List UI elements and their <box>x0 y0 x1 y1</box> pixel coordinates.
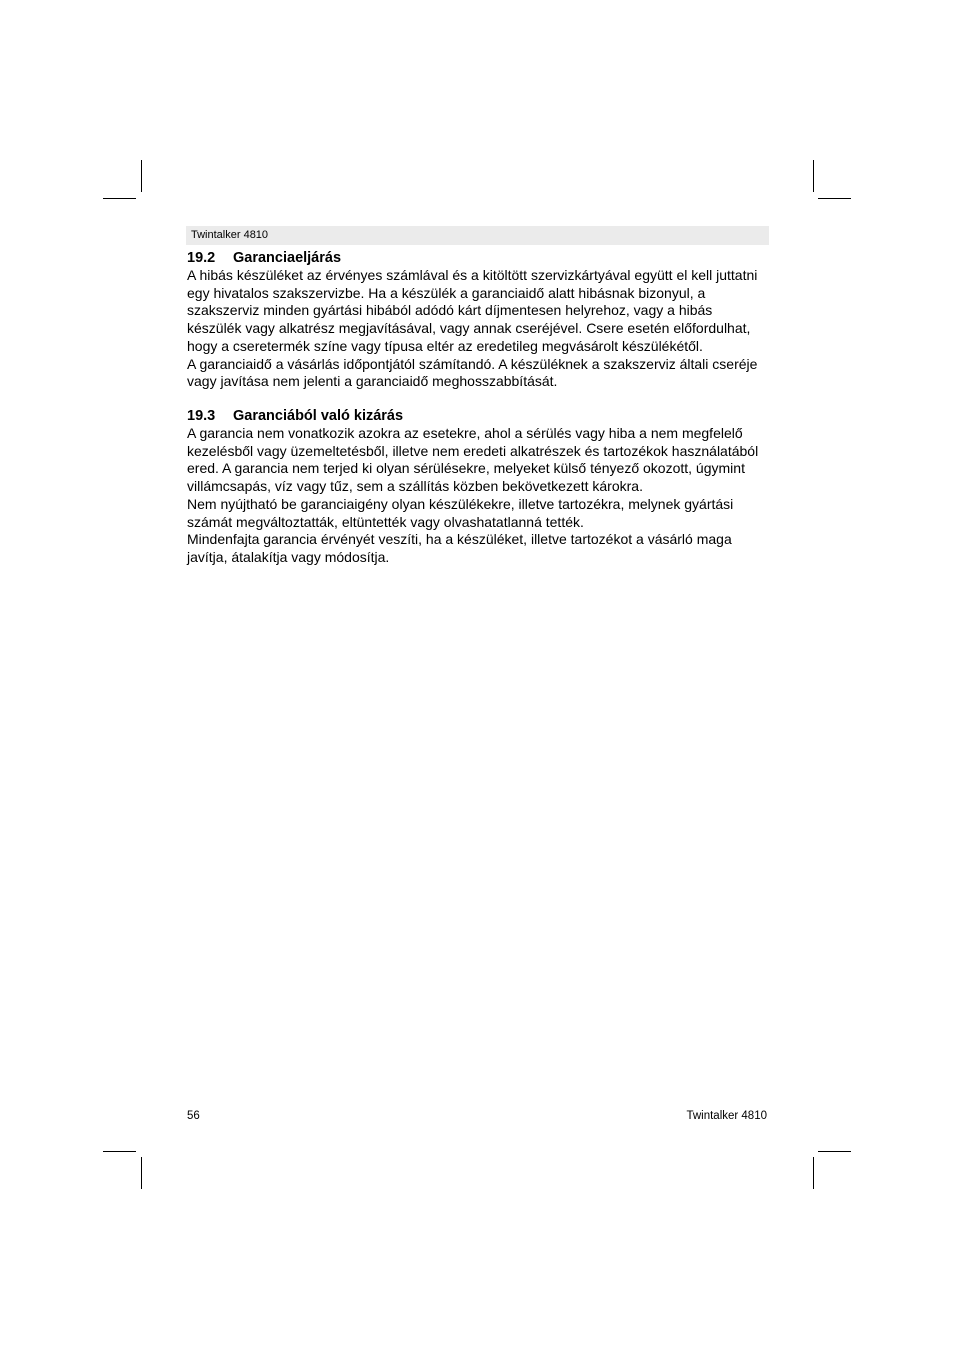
paragraph-line: A garancia nem vonatkozik azokra az esetekre, ahol a sérülés vagy hiba a nem megfelelő <box>187 425 743 441</box>
paragraph-line: javítja, átalakítja vagy módosítja. <box>187 548 390 565</box>
paragraph-line: A garanciaidő a vásárlás időpontjától számítandó. A készüléknek a szakszerviz általi cseréje <box>187 355 758 372</box>
crop-mark-top-left-vertical <box>141 160 142 192</box>
running-header-title: Twintalker 4810 <box>191 229 269 241</box>
crop-mark-top-right-vertical <box>813 160 814 192</box>
paragraph-line: készülék vagy alkatrész megjavításával, vagy annak cseréjével. Csere esetén előfordulhat, <box>187 320 751 337</box>
section-warranty-procedure <box>187 249 772 391</box>
paragraph-line: számát megváltoztatták, eltüntették vagy olvashatatlanná tették. <box>187 513 584 530</box>
paragraph-line: villámcsapás, víz vagy tűz, sem a szállítás közben bekövetkezett károkra. <box>187 478 643 495</box>
paragraph-line: Mindenfajta garancia érvényét veszíti, ha a készüléket, illetve tartozékot a vásárló maga <box>187 531 732 548</box>
crop-mark-bottom-left-vertical <box>141 1157 142 1189</box>
section-title: Garanciából való kizárás <box>233 408 404 424</box>
paragraph-line: vagy javítása nem jelenti a garanciaidő meghosszabbítását. <box>187 373 558 390</box>
page-number: 56 <box>187 1110 200 1122</box>
paragraph-line: A hibás készüléket az érvényes számlával és a kitöltött szervizkártyával együtt el kell juttatni <box>187 267 758 283</box>
section-heading <box>187 407 772 425</box>
running-header <box>186 226 769 245</box>
section-warranty-exclusion <box>187 407 772 567</box>
section-title: Garanciaeljárás <box>233 250 342 266</box>
paragraph-line: Nem nyújtható be garanciaigény olyan készülékekre, illetve tartozékra, melynek gyártási <box>187 495 734 512</box>
section-number: 19.3 <box>187 408 216 424</box>
crop-mark-bottom-right-horizontal <box>818 1151 851 1152</box>
paragraph-line: kezelésből vagy üzemeltetésből, illetve nem eredeti alkatrészek és tartozékok használatából <box>187 442 759 459</box>
paragraph-line: hogy a cseretermék színe vagy típusa eltér az eredetileg megvásárolt készülékétől. <box>187 337 703 354</box>
paragraph-line: egy hivatalos szakszervizbe. Ha a készülék a garanciaidő alatt hibásnak bizonyul, a <box>187 284 706 301</box>
footer-product-name: Twintalker 4810 <box>686 1110 767 1122</box>
crop-mark-top-right-horizontal <box>818 198 851 199</box>
section-heading <box>187 249 772 267</box>
crop-mark-bottom-right-vertical <box>813 1157 814 1189</box>
paragraph-line: ered. A garancia nem terjed ki olyan sérülésekre, melyeket külső tényező okozott, úgymint <box>187 460 745 477</box>
crop-mark-bottom-left-horizontal <box>103 1151 136 1152</box>
section-number: 19.2 <box>187 250 216 266</box>
paragraph-line: szakszerviz minden gyártási hibából adódó kárt díjmentesen helyrehoz, vagy a hibás <box>187 302 713 319</box>
crop-mark-top-left-horizontal <box>103 198 136 199</box>
